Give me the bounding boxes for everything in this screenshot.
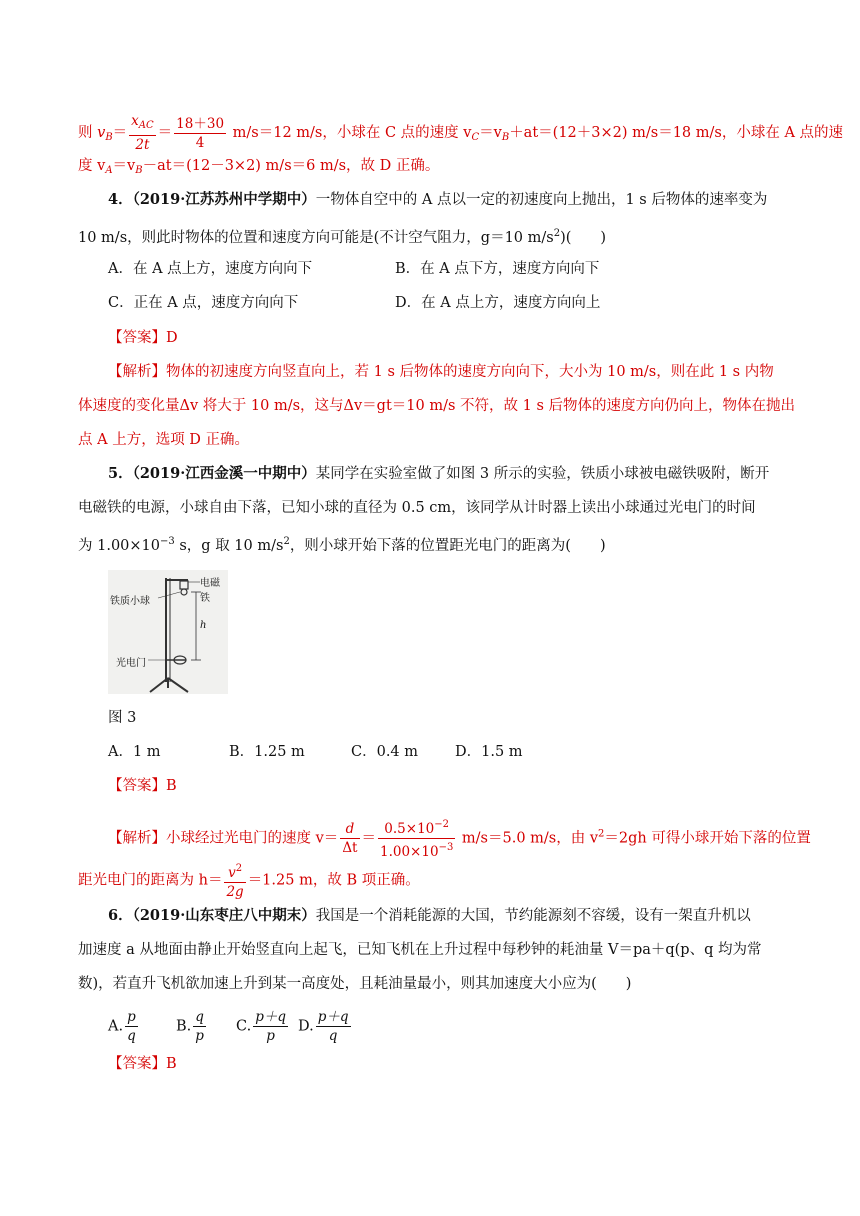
q5-option-a: A．1 m <box>108 744 161 760</box>
fraction-velocity: $\frac{0.5\times 10^{-2}}{1.00\times 10^{-3}}$ <box>378 816 455 861</box>
q5-option-b: B．1.25 m <box>229 744 305 760</box>
q5-analysis-line1: 【解析】小球经过光电门的速度 v＝ $\frac{d}{\Delta t}$ ＝ $\frac{0.5\times 10^{-2}}{1.00\times 10^{-3}}$ m/s＝5.0 m/s，由 $v^2=2gh$ 可得小球开始下落的位置 <box>108 816 800 861</box>
q4-answer: 【答案】D <box>108 330 178 346</box>
q6-stem-line3: 数)，若直升飞机欲加速上升到某一高度处，且耗油量最小，则其加速度大小应为( ) <box>78 976 632 992</box>
q4-stem-line1: 4．（2019·江苏苏州中学期中）一物体自空中的 A 点以一定的初速度向上抛出，1 s 后物体的速率变为 <box>108 191 768 208</box>
q4-analysis-line2: 体速度的变化量Δv 将大于 10 m/s，这与Δv＝gt＝10 m/s 不符，故 1 s 后物体的速度方向仍向上，物体在抛出 <box>78 398 796 414</box>
q6-option-a: A. $\frac{p}{q}$ <box>108 1009 136 1044</box>
q4-option-c: C．正在 A 点，速度方向向下 <box>108 295 299 311</box>
q4-stem-line2: 10 m/s，则此时物体的位置和速度方向可能是(不计空气阻力，g＝10 $m/s^2$)( ) <box>78 228 607 246</box>
label-photogate: 光电门 <box>116 658 146 669</box>
fraction-xac-2t: $\frac{x_{AC}}{2t}$ <box>131 113 154 153</box>
q5-option-d: D．1.5 m <box>455 744 523 760</box>
q6-option-d: D. $\frac{p+q}{q}$ <box>298 1009 349 1044</box>
label-electromagnet: 电磁铁 <box>200 578 220 604</box>
fraction-d-dt: $\frac{d}{\Delta t}$ <box>342 821 358 856</box>
q4-option-d: D．在 A 点上方，速度方向向上 <box>395 295 601 311</box>
label-iron-ball: 铁质小球 <box>110 596 150 607</box>
fraction-v2-2g: $\frac{v^2}{2g}$ <box>224 860 245 901</box>
q5-answer: 【答案】B <box>108 778 177 794</box>
q4-analysis-line1: 【解析】物体的初速度方向竖直向上，若 1 s 后物体的速度方向向下，大小为 10 m/s，则在此 1 s 内物 <box>108 364 774 380</box>
q4-option-b: B．在 A 点下方，速度方向向下 <box>395 261 600 277</box>
fraction-48-4: $\frac{18+30}{4}$ <box>176 115 225 151</box>
label-h: h <box>200 620 207 631</box>
q6-stem-line2: 加速度 a 从地面由静止开始竖直向上起飞，已知飞机在上升过程中每秒钟的耗油量 V＝pa＋q(p、q 均为常 <box>78 942 762 958</box>
q5-analysis-line2: 距光电门的距离为 h＝ $\frac{v^2}{2g}$ ＝1.25 m，故 B 项正确。 <box>78 860 800 901</box>
q5-stem-line2: 电磁铁的电源，小球自由下落，已知小球的直径为 0.5 cm，该同学从计时器上读出小球通过光电门的时间 <box>78 500 756 516</box>
figure-caption: 图 3 <box>108 710 137 726</box>
q6-option-c: C. $\frac{p+q}{p}$ <box>236 1009 286 1044</box>
q5-stem-line3: 为 $1.00\times 10^{-3}$ s，g 取 10 $m/s^2$，则小球开始下落的位置距光电门的距离为( ) <box>78 536 606 554</box>
q4-analysis-line3: 点 A 上方，选项 D 正确。 <box>78 432 250 448</box>
q6-stem-line1: 6．（2019·山东枣庄八中期末）我国是一个消耗能源的大国，节约能源刻不容缓，设有一架直升机以 <box>108 907 751 924</box>
q3-solution-line2: 度 $v_A=v_B-at=(12-3\times 2)$ m/s＝6 m/s，故 D 正确。 <box>78 158 440 176</box>
figure-3-apparatus <box>108 570 228 694</box>
q4-option-a: A．在 A 点上方，速度方向向下 <box>108 261 313 277</box>
q5-option-c: C．0.4 m <box>351 744 419 760</box>
q6-option-b: B. $\frac{q}{p}$ <box>176 1009 204 1044</box>
q5-stem-line1: 5．（2019·江西金溪一中期中）某同学在实验室做了如图 3 所示的实验，铁质小球被电磁铁吸附，断开 <box>108 465 770 482</box>
q6-answer: 【答案】B <box>108 1056 177 1072</box>
q3-solution-line1: 则 $v_B=$ $\frac{x_{AC}}{2t}$ ＝ $\frac{18+30}{4}$ m/s＝12 m/s，小球在 C 点的速度 $v_C=v_B+at=(12+3\times 2)$ m/s＝18 m/s，小球在 A 点的速 <box>78 113 844 153</box>
